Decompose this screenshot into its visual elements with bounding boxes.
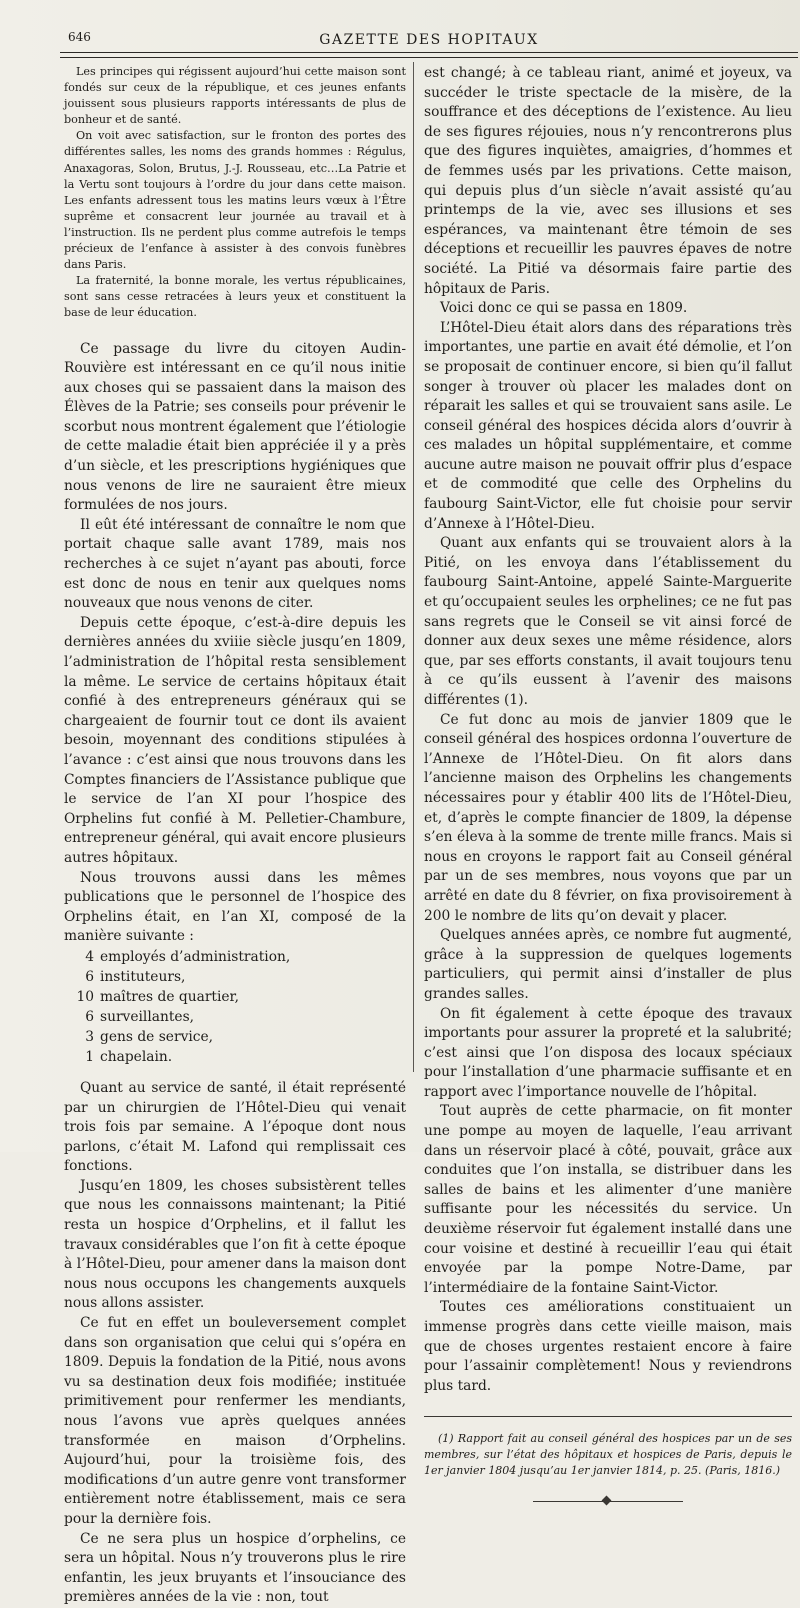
right-column	[424, 64, 792, 1505]
paragraph-gap	[64, 322, 406, 340]
body-paragraph: Il eût été intéressant de connaître le nom que portait chaque salle avant 1789, mais nos recherches à ce sujet n’ayant pas abouti, force est donc de nous en tenir aux quelques noms nouveaux que nous venons de citer.	[64, 516, 406, 612]
list-item	[64, 1027, 406, 1047]
body-paragraph: est changé; à ce tableau riant, animé et joyeux, va succéder le triste spectacle de la misère, de la souffrance et des déceptions de l’existence. Au lieu de ses figures réjouies, nous n’y rencontrerons plus que des figures inquiètes, amaigries, d’hommes et de femmes usés par les privations. Cette maison, qui depuis plus d’un siècle n’avait assisté qu’au printemps de la vie, avec ses illusions et ses espérances, va maintenant être témoin de ses déceptions et recueillir les pauvres épaves de notre société. La Pitié va désormais faire partie des hôpitaux de Paris.	[424, 65, 792, 297]
body-paragraph: Ce passage du livre du citoyen Audin-Rouvière est intéressant en ce qu’il nous initie aux choses qui se passaient dans la maison des Élèves de la Patrie; ses conseils pour prévenir le scorbut nous montrent également que l’étiologie de cette maladie était bien appréciée il y a près d’un siècle, et les prescriptions hygiéniques que nous venons de lire ne sauraient être mieux formulées de nos jours.	[64, 340, 406, 514]
staff-count: 6	[85, 1008, 94, 1025]
list-item	[64, 1007, 406, 1027]
left-column	[64, 64, 406, 1608]
footnote	[424, 1431, 792, 1479]
quote-paragraph: Les principes qui régissent aujourd’hui cette maison sont fondés sur ceux de la république, et ces jeunes enfants jouissent sous plusieurs rapports intéressants de plus de bonheur et de santé.	[64, 65, 406, 127]
quoted-passage	[64, 64, 406, 322]
body-paragraph: Tout auprès de cette pharmacie, on fit monter une pompe au moyen de laquelle, l’eau arrivant dans un réservoir placé à côté, pouvait, grâce aux conduites que l’on installa, se distribuer dans les salles de bains et les alimenter d’une manière suffisante pour les nécessités du service. Un deuxième réservoir fut également installé dans une cour voisine et destiné à recueillir l’eau qui était envoyée par la pompe Notre-Dame, par l’intermédiaire de la fontaine Saint-Victor.	[424, 1103, 792, 1296]
staff-count: 10	[76, 988, 94, 1005]
body-paragraph: Toutes ces améliorations constituaient un immense progrès dans cette vieille maison, mais que de choses urgentes restaient encore à faire pour l’assainir complètement! Nous y reviendrons plus tard.	[424, 1299, 792, 1394]
list-item	[64, 947, 406, 967]
staff-count: 1	[85, 1048, 94, 1065]
body-paragraph: On fit également à cette époque des travaux importants pour assurer la propreté et la salubrité; c’est ainsi que l’on disposa des locaux spéciaux pour l’installation d’une pharmacie suffisante et en rapport avec l’importance nouvelle de l’hôpital.	[424, 1005, 792, 1100]
page-header	[60, 30, 798, 66]
footnote-text: (1) Rapport fait au conseil général des hospices par un de ses membres, sur l’état des hôpitaux et hospices de Paris, depuis le 1er janvier 1804 jusqu’au 1er janvier 1814, p. 25. (Paris, 1816.)	[424, 1432, 792, 1478]
body-paragraph: Ce fut en effet un bouleversement complet dans son organisation que celui qui s’opéra en 1809. Depuis la fondation de la Pitié, nous avons vu sa destination deux fois modifiée; instituée primitivement pour renfermer les mendiants, nous l’avons vue après quelques années transformée en maison d’Orphelins. Aujourd’hui, pour la troisième fois, des modifications d’un autre genre vont transformer entièrement notre établissement, mais ce sera pour la dernière fois.	[64, 1315, 406, 1527]
running-title: GAZETTE DES HOPITAUX	[319, 32, 539, 48]
staff-role: instituteurs,	[100, 968, 186, 985]
staff-role: surveillantes,	[100, 1008, 195, 1025]
body-paragraph: Ce ne sera plus un hospice d’orphelins, ce sera un hôpital. Nous n’y trouverons plus le rire enfantin, les jeux bruyants et l’insouciance des premières années de la vie : non, tout	[64, 1530, 406, 1606]
body-paragraph: Quelques années après, ce nombre fut augmenté, grâce à la suppression de quelques logements particuliers, qui permit ainsi d’installer de plus grandes salles.	[424, 927, 792, 1002]
paragraph-gap	[64, 1067, 406, 1079]
body-text	[64, 1079, 406, 1608]
staff-list	[64, 947, 406, 1067]
staff-role: maîtres de quartier,	[100, 988, 239, 1005]
list-item	[64, 987, 406, 1007]
staff-role: chapelain.	[100, 1048, 173, 1065]
body-paragraph: Voici donc ce qui se passa en 1809.	[440, 300, 688, 317]
list-item	[64, 967, 406, 987]
footnote-rule	[424, 1416, 792, 1417]
ornament-diamond-icon	[602, 1496, 612, 1506]
column-divider	[413, 62, 414, 1072]
staff-role: gens de service,	[100, 1028, 214, 1045]
list-item	[64, 1047, 406, 1067]
staff-role: employés d’administration,	[100, 948, 291, 965]
quote-paragraph: On voit avec satisfaction, sur le fronton des portes des différentes salles, les noms des grands hommes : Régulus, Anaxagoras, Solon, Brutus, J.-J. Rousseau, etc…La Patrie et la Vertu sont toujours à l’ordre du jour dans cette maison. Les enfants adressent tous les matins leurs vœux à l’Être suprême et consacrent leur journée au travail et à l’instruction. Ils ne perdent plus comme autrefois le temps précieux de l’enfance à assister à des convois funèbres dans Paris.	[64, 129, 406, 272]
body-text	[424, 64, 792, 1396]
body-paragraph: Depuis cette époque, c’est-à-dire depuis les dernières années du xviiie siècle jusqu’en 1809, l’administration de l’hôpital resta sensiblement la même. Le service de certains hôpitaux était confié à des entrepreneurs généraux qui se chargeaient de fournir tout ce dont ils avaient besoin, moyennant des conditions stipulées à l’avance : c’est ainsi que nous trouvons dans les Comptes financiers de l’Assistance publique que le service de l’an XI pour l’hospice des Orphelins fut confié à M. Pelletier-Chambure, entrepreneur général, qui avait encore plusieurs autres hôpitaux.	[64, 614, 406, 866]
staff-count: 3	[85, 1028, 94, 1045]
staff-count: 6	[85, 968, 94, 985]
body-paragraph: Nous trouvons aussi dans les mêmes publications que le personnel de l’hospice des Orphelins était, en l’an XI, composé de la manière suivante :	[64, 869, 406, 945]
body-paragraph: L’Hôtel-Dieu était alors dans des réparations très importantes, une partie en avait été démolie, et l’on se proposait de continuer encore, si bien qu’il fallut songer à trouver où placer les malades dont on réparait les salles et qui se trouvaient sans asile. Le conseil général des hospices décida alors d’ouvrir à ces malades un hôpital supplémentaire, et comme aucune autre maison ne pouvait offrir plus d’espace et de commodité que celle des Orphelins du faubourg Saint-Victor, elle fut choisie pour servir d’Annexe à l’Hôtel-Dieu.	[424, 319, 792, 532]
staff-count: 4	[85, 948, 94, 965]
body-paragraph: Jusqu’en 1809, les choses subsistèrent telles que nous les connaissons maintenant; la Pitié resta un hospice d’Orphelins, et il fallut les travaux considérables que l’on fit à cette époque à l’Hôtel-Dieu, pour amener dans la maison dont nous nous occupons les changements auxquels nous allons assister.	[64, 1177, 406, 1312]
end-ornament	[533, 1497, 683, 1505]
page-number: 646	[68, 30, 91, 44]
body-paragraph: Quant au service de santé, il était représenté par un chirurgien de l’Hôtel-Dieu qui venait trois fois par semaine. A l’époque dont nous parlons, c’était M. Lafond qui remplissait ces fonctions.	[64, 1079, 406, 1175]
body-text	[64, 340, 406, 947]
quote-paragraph: La fraternité, la bonne morale, les vertus républicaines, sont sans cesse retracées à leurs yeux et constituent la base de leur éducation.	[64, 274, 406, 320]
body-paragraph: Ce fut donc au mois de janvier 1809 que le conseil général des hospices ordonna l’ouverture de l’Annexe de l’Hôtel-Dieu. On fit alors dans l’ancienne maison des Orphelins les changements nécessaires pour y établir 400 lits de l’Hôtel-Dieu, et, d’après le compte financier de 1809, la dépense s’en éleva à la somme de trente mille francs. Mais si nous en croyons le rapport fait au Conseil général par un de ses membres, nous voyons que par un arrêté en date du 8 février, on fixa provisoirement à 200 le nombre de lits qu’on devait y placer.	[424, 711, 792, 924]
body-paragraph: Quant aux enfants qui se trouvaient alors à la Pitié, on les envoya dans l’établissement du faubourg Saint-Antoine, appelé Sainte-Marguerite et qu’occupaient seules les orphelines; ce ne fut pas sans regrets que le Conseil se vit ainsi forcé de donner aux deux sexes une même résidence, alors que, par ses efforts constants, il avait toujours tenu à ce qu’ils eussent à l’avenir des maisons différentes (1).	[424, 535, 792, 708]
header-rule	[60, 52, 798, 58]
